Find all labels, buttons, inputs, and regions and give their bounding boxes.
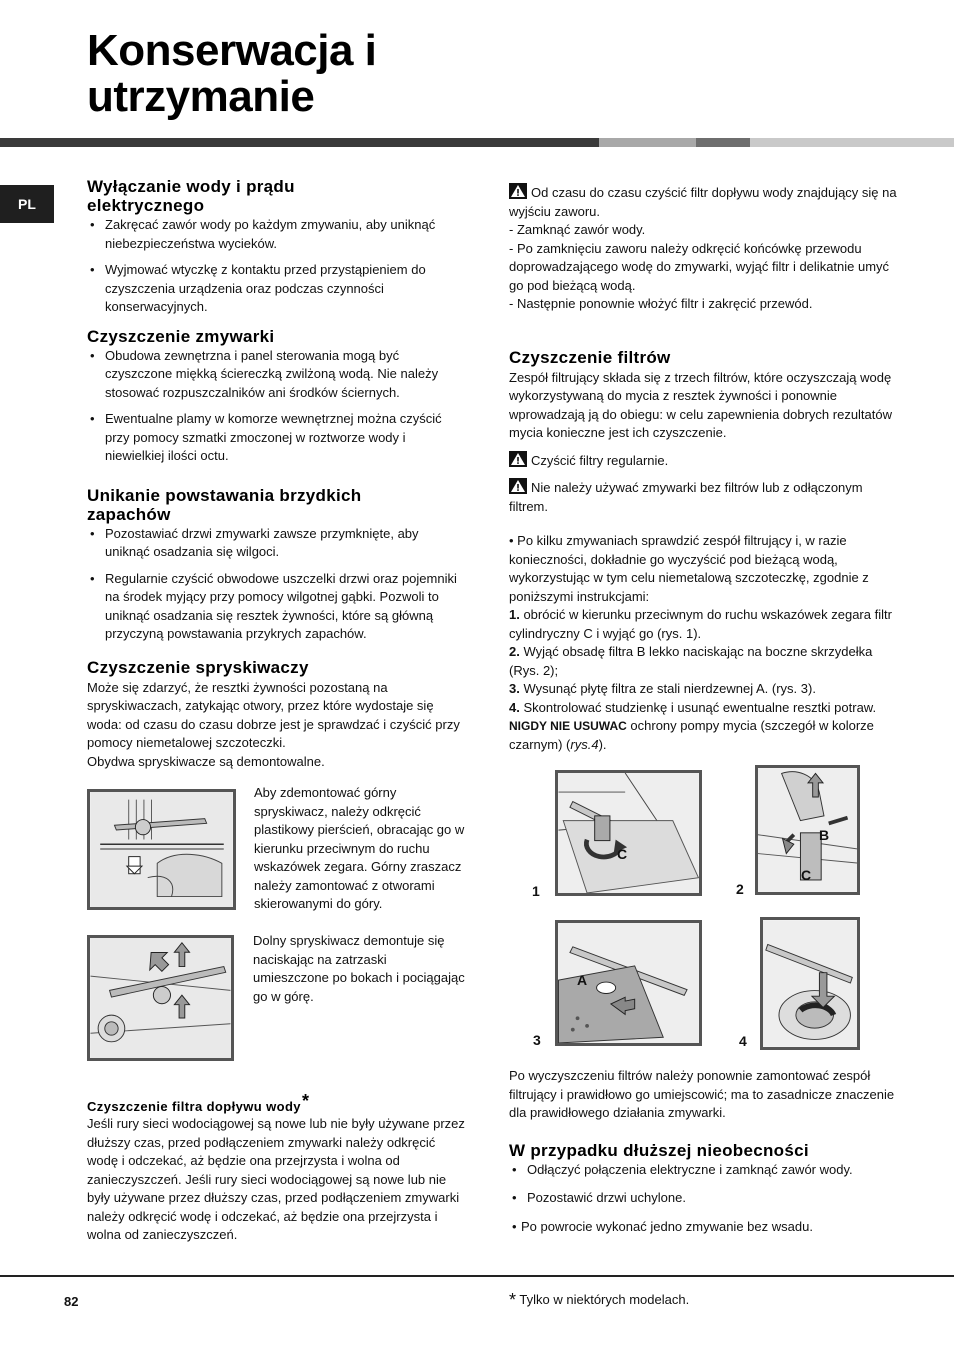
- inlet-line-1: [509, 183, 901, 221]
- figure-number-4: 4: [739, 1033, 747, 1049]
- list-odours: [87, 525, 465, 644]
- step-text: Wyjąć obsadę filtra B lekko naciskając na boczne skrzydełka (Rys. 2);: [509, 644, 873, 678]
- fig1-caption: [254, 784, 466, 914]
- heading-line: zapachów: [87, 504, 171, 524]
- paragraph-after-cleaning: Po wyczyszczeniu filtrów należy ponownie zamontować zespół filtrujący i prawidłowo go umiejscowić; ma to zasadnicze znaczenie dla prawidłowego działania zmywarki.: [509, 1068, 895, 1120]
- list-item: • Ewentualne plamy w komorze wewnętrznej można czyścić przy pomocy szmatki zmoczonej w roztworze wody i niewielkiej ilości octu.: [87, 410, 465, 466]
- figure-ref: rys.4: [570, 736, 599, 752]
- page-title: [87, 28, 376, 120]
- never-remove-text: ochrony pompy mycia (szczegół w kolorze czarnym) (: [509, 718, 874, 752]
- step-number: 2.: [509, 644, 520, 659]
- figure-filter-4: [760, 917, 860, 1050]
- heading-cleaning-filters: Czyszczenie filtrów: [509, 347, 671, 367]
- section-inlet-filter: [87, 1091, 465, 1245]
- never-remove-close: ).: [598, 736, 607, 752]
- section-after-cleaning: [509, 1067, 904, 1244]
- figure-upper-spray-arm: [87, 789, 236, 910]
- step-2: [509, 643, 901, 680]
- list-item: • Zakręcać zawór wody po każdym zmywaniu, aby uniknąć niebezpieczeństwa wycieków.: [87, 216, 465, 253]
- upper-spray-arm-illustration: [90, 792, 233, 907]
- heading-water-power: [87, 177, 465, 215]
- right-column: [509, 183, 901, 754]
- step-text: Skontrolować studzienkę i usunąć ewentualne resztki potraw.: [519, 699, 877, 715]
- list-item: • Wyjmować wtyczkę z kontaktu przed przystąpieniem do czyszczenia urządzenia oraz podczas czynności konserwacyjnych.: [87, 261, 465, 317]
- filter-4-illustration: [763, 920, 857, 1047]
- heading-odours: [87, 486, 465, 524]
- fig2-caption-text: Dolny spryskiwacz demontuje się naciskając na zatrzaski umieszczone po bokach i pociągając go w górę.: [253, 933, 465, 1004]
- heading-line: Wyłączanie wody i prądu: [87, 177, 295, 196]
- heading-inlet-filter: [87, 1091, 465, 1114]
- heading-line: Unikanie powstawania brzydkich: [87, 485, 362, 505]
- warning-line-2: [509, 478, 901, 516]
- language-tab: PL: [0, 185, 54, 223]
- header-bar-light: [750, 138, 954, 147]
- step-number: 1.: [509, 607, 520, 622]
- paragraph-spray-removable: Obydwa spryskiwacze są demontowalne.: [87, 753, 325, 769]
- list-absence: [509, 1161, 904, 1237]
- list-item: • Po powrocie wykonać jedno zmywanie bez wsadu.: [509, 1218, 904, 1237]
- inlet-text-3: - Po zamknięciu zaworu należy odkręcić końcówkę przewodu doprowadzającego wodę do zmywarki, wyjąć filtr i delikatnie umyć go pod bieżącą wodą.: [509, 240, 890, 293]
- title-line-1: Konserwacja i: [87, 26, 377, 75]
- paragraph-spray-arms: Może się zdarzyć, że resztki żywności pozostaną na spryskiwaczach, zatykając otwory, przez które wydostaje się woda: od czasu do czasu dobrze jest je sprawdzać i czyścić przy pomocy niemetalowej szczoteczki.: [87, 679, 460, 750]
- step-text: obrócić w kierunku przeciwnym do ruchu wskazówek zegara filtr cylindryczny C i wyjąć go (rys. 1).: [509, 607, 892, 641]
- header-bar-dark2: [696, 138, 750, 147]
- figure-label-a: A: [577, 972, 588, 988]
- never-remove-note: [509, 717, 901, 754]
- figure-number-2: 2: [736, 881, 744, 897]
- footnote: [509, 1290, 689, 1311]
- warning-text-1: Czyścić filtry regularnie.: [531, 452, 669, 468]
- footer-rule: [0, 1275, 954, 1277]
- list-water-power: [87, 216, 465, 317]
- list-item: • Odłączyć połączenia elektryczne i zamknąć zawór wody.: [509, 1161, 904, 1180]
- paragraph-filter-instructions: • Po kilku zmywaniach sprawdzić zespół filtrujący i, w razie konieczności, dokładnie go wyczyścić pod bieżącą wodą, wykorzystując w tym celu niemetalową szczoteczkę, zgodnie z poniższymi instrukcjami:: [509, 533, 869, 604]
- fig1-caption-text: Aby zdemontować górny spryskiwacz, należy odkręcić plastikowy pierścień, obracając go w kierunku przeciwnym do ruchu wskazówek zegara. Górny zraszacz należy zamontować z otworami skierowanymi do góry.: [254, 785, 465, 911]
- heading-absence: W przypadku dłuższej nieobecności: [509, 1140, 809, 1160]
- list-item: • Pozostawiać drzwi zmywarki zawsze przymknięte, aby uniknąć osadzania się wilgoci.: [87, 525, 465, 562]
- heading-line: elektrycznego: [87, 196, 205, 215]
- figure-label-b: B: [819, 827, 830, 843]
- list-cleaning-dishwasher: [87, 347, 465, 466]
- list-item: • Pozostawić drzwi uchylone.: [509, 1189, 904, 1208]
- figure-filter-1: [555, 770, 702, 896]
- warning-text-2: Nie należy używać zmywarki bez filtrów lub z odłączonym filtrem.: [509, 480, 863, 514]
- warning-icon: [509, 451, 527, 467]
- heading-cleaning-dishwasher: Czyszczenie zmywarki: [87, 326, 275, 346]
- inlet-text-2: - Zamknąć zawór wody.: [509, 222, 646, 237]
- step-number: 4.: [509, 699, 520, 715]
- left-column: [87, 177, 465, 771]
- step-4: [509, 699, 901, 718]
- warning-icon: [509, 478, 527, 494]
- header-bar-mid: [599, 138, 696, 147]
- footnote-star: *: [301, 1091, 310, 1111]
- step-text: Wysunąć płytę filtra ze stali nierdzewnej A. (rys. 3).: [519, 681, 816, 696]
- figure-number-1: 1: [532, 883, 540, 899]
- figure-label-c: C: [801, 867, 812, 883]
- list-item: • Obudowa zewnętrzna i panel sterowania mogą być czyszczone miękką ściereczką zwilżoną wodą. Nie należy stosować rozpuszczalników ani środków ściernych.: [87, 347, 465, 403]
- figure-number-3: 3: [533, 1032, 541, 1048]
- lower-spray-arm-illustration: [90, 938, 231, 1058]
- list-item: • Regularnie czyścić obwodowe uszczelki drzwi oraz pojemniki na środek myjący przy pomocy wilgotnej gąbki. Pozwoli to uniknąć osadzania się resztek żywności, które są główną przyczyną powstawania przykrych zapachów.: [87, 570, 465, 644]
- title-line-2: utrzymanie: [87, 72, 315, 121]
- warning-line-1: [509, 451, 901, 471]
- step-1: [509, 606, 901, 643]
- step-3: [509, 680, 901, 699]
- paragraph-inlet-filter: Jeśli rury sieci wodociągowej są nowe lub nie były używane przez dłuższy czas, przed podłączeniem zmywarki należy odkręcić wodę i odczekać, aż będzie ona przejrzysta i wolna od zanieczyszczeń. Jeśli rury sieci wodociągowej są nowe lub nie były używane przez dłuższy czas, przed podłączeniem zmywarki należy odkręcić wodę i odczekać, aż będzie ona przejrzysta i wolna od zanieczyszczeń.: [87, 1116, 465, 1242]
- figure-lower-spray-arm: [87, 935, 234, 1061]
- heading-spray-arms: Czyszczenie spryskiwaczy: [87, 657, 309, 677]
- figure-label-c: C: [617, 846, 628, 862]
- footnote-text: Tylko w niektórych modelach.: [519, 1292, 690, 1307]
- fig2-caption: [253, 932, 465, 1006]
- inlet-text-4: - Następnie ponownie włożyć filtr i zakręcić przewód.: [509, 296, 813, 311]
- header-bar-dark: [0, 138, 599, 147]
- filter-1-illustration: [558, 773, 699, 893]
- warning-icon: [509, 183, 527, 199]
- paragraph-filters: Zespół filtrujący składa się z trzech filtrów, które oczyszczają wodę wykorzystywaną do mycia z resztek żywności i ponownie wprowadzają ją do obiegu: w celu zapewnienia dobrych rezultatów mycia konieczne jest ich czyszczenie.: [509, 369, 893, 440]
- page-number: 82: [64, 1294, 79, 1309]
- step-number: 3.: [509, 681, 520, 696]
- never-remove-label: NIGDY NIE USUWAC: [509, 719, 627, 733]
- footnote-star: *: [509, 1290, 517, 1310]
- heading-inlet-filter-text: Czyszczenie filtra dopływu wody: [87, 1099, 301, 1114]
- inlet-text-1: Od czasu do czasu czyścić filtr dopływu wody znajdujący się na wyjściu zaworu.: [509, 185, 897, 219]
